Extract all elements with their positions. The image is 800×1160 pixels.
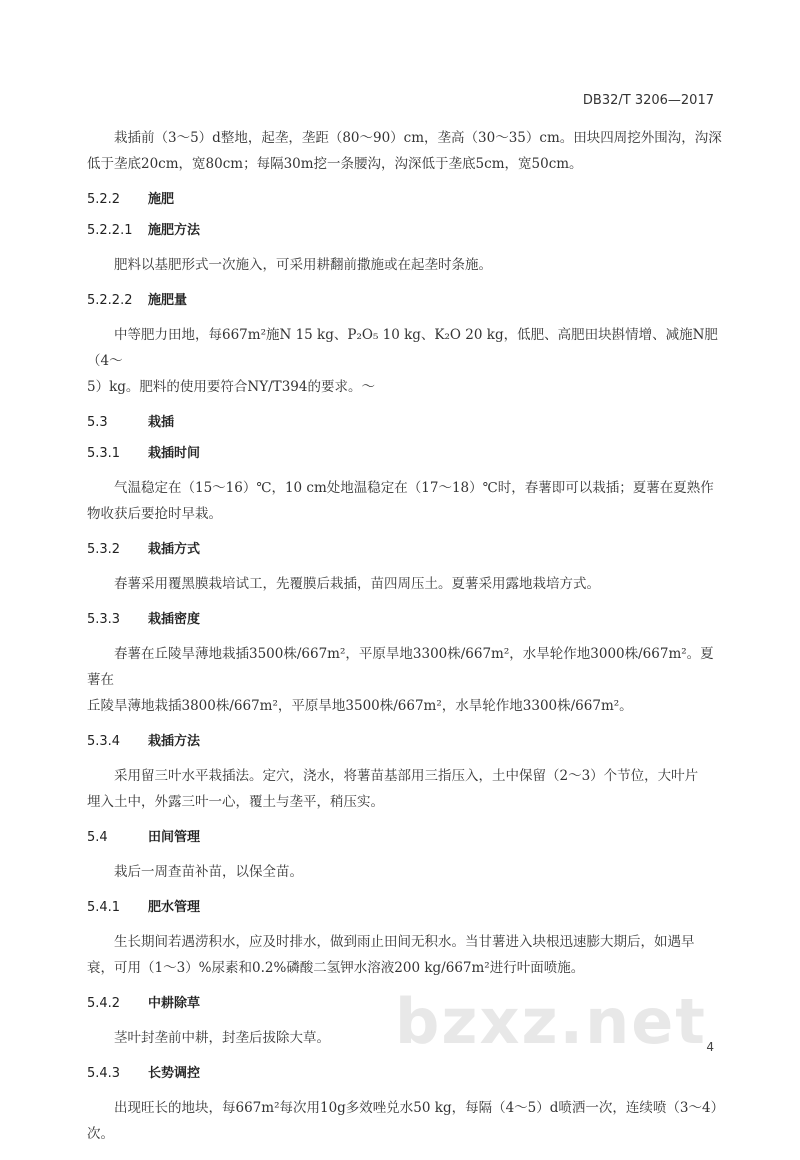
document-code: DB32/T 3206—2017	[582, 93, 714, 108]
paragraph-line: 肥料以基肥形式一次施入，可采用耕翻前撒施或在起垄时条施。	[114, 257, 492, 273]
section-title: 田间管理	[148, 830, 201, 845]
paragraph-line: 出现旺长的地块，每667m²每次用10g多效唑兑水50 kg，每隔（4～5）d喷洒一次，连续喷（3～4）	[114, 1100, 725, 1116]
section-title: 栽插时间	[148, 446, 201, 461]
section-number: 5.3.3	[87, 612, 121, 627]
paragraph	[87, 322, 727, 400]
section-number: 5.3.4	[87, 734, 121, 749]
section-number: 5.3.1	[87, 446, 121, 461]
watermark: bzxz.net	[395, 985, 707, 1058]
section-number: 5.2.2.2	[87, 293, 133, 308]
paragraph-line: 春薯在丘陵旱薄地栽插3500株/667m²，平原旱地3300株/667m²，水旱轮作地3000株/667m²。夏薯在	[87, 646, 714, 688]
paragraph-line: 生长期间若遇涝积水，应及时排水，做到雨止田间无积水。当甘薯进入块根迅速膨大期后，如遇早	[114, 934, 695, 950]
section-title: 长势调控	[148, 1066, 201, 1081]
paragraph-line: 低于垄底20cm，宽80cm；每隔30m挖一条腰沟，沟深低于垄底5cm，宽50cm。	[87, 156, 583, 172]
paragraph-line: 物收获后要抢时早栽。	[87, 506, 222, 522]
section-number: 5.3.2	[87, 542, 121, 557]
paragraph	[87, 252, 727, 278]
section-number: 5.2.2.1	[87, 223, 133, 238]
section-title: 施肥方法	[148, 223, 201, 238]
section-heading	[87, 898, 727, 918]
paragraph-line: 次。	[87, 1126, 114, 1142]
section-heading	[87, 540, 727, 560]
section-title: 施肥	[148, 192, 175, 207]
paragraph	[87, 475, 727, 527]
section-heading	[87, 1064, 727, 1084]
section-heading	[87, 190, 727, 210]
section-heading	[87, 610, 727, 630]
section-number: 5.4.2	[87, 996, 121, 1011]
section-heading	[87, 828, 727, 848]
paragraph-line: 衰，可用（1～3）%尿素和0.2%磷酸二氢钾水溶液200 kg/667m²进行叶面喷施。	[87, 960, 585, 976]
paragraph-line: 埋入土中，外露三叶一心，覆土与垄平，稍压实。	[87, 794, 384, 810]
paragraph-line: 采用留三叶水平栽插法。定穴，浇水，将薯苗基部用三指压入，土中保留（2～3）个节位，大叶片	[114, 768, 699, 784]
section-heading	[87, 221, 727, 241]
paragraph	[87, 763, 727, 815]
section-title: 栽插密度	[148, 612, 201, 627]
paragraph	[87, 125, 727, 177]
paragraph	[87, 571, 727, 597]
section-heading	[87, 444, 727, 464]
section-title: 中耕除草	[148, 996, 201, 1011]
section-number: 5.3	[87, 415, 108, 430]
paragraph-line: 栽插前（3～5）d整地，起垄，垄距（80～90）cm，垄高（30～35）cm。田块四周挖外围沟，沟深	[114, 130, 722, 146]
paragraph-line: 茎叶封垄前中耕，封垄后拔除大草。	[114, 1030, 330, 1046]
section-number: 5.4.1	[87, 900, 121, 915]
section-title: 栽插	[148, 415, 175, 430]
section-title: 栽插方式	[148, 542, 201, 557]
paragraph-line: 5）kg。肥料的使用要符合NY/T394的要求。～	[87, 379, 375, 395]
paragraph	[87, 929, 727, 981]
paragraph	[87, 1095, 727, 1147]
paragraph	[87, 641, 727, 719]
section-number: 5.4.3	[87, 1066, 121, 1081]
paragraph-line: 气温稳定在（15～16）℃，10 cm处地温稳定在（17～18）℃时，春薯即可以栽插；夏薯在夏熟作	[114, 480, 714, 496]
section-title: 栽插方法	[148, 734, 201, 749]
section-heading	[87, 732, 727, 752]
section-number: 5.2.2	[87, 192, 121, 207]
paragraph-line: 春薯采用覆黑膜栽培试工，先覆膜后栽插，苗四周压土。夏薯采用露地栽培方式。	[114, 576, 600, 592]
paragraph	[87, 859, 727, 885]
paragraph-line: 栽后一周查苗补苗，以保全苗。	[114, 864, 303, 880]
paragraph-line: 中等肥力田地，每667m²施N 15 kg、P₂O₅ 10 kg、K₂O 20 kg，低肥、高肥田块斟情增、减施N肥（4～	[87, 327, 718, 369]
section-title: 施肥量	[148, 293, 188, 308]
section-heading	[87, 413, 727, 433]
section-number: 5.4	[87, 830, 108, 845]
section-title: 肥水管理	[148, 900, 201, 915]
paragraph-line: 丘陵旱薄地栽插3800株/667m²，平原旱地3500株/667m²，水旱轮作地3300株/667m²。	[87, 698, 633, 714]
page-number: 4	[706, 1040, 714, 1054]
section-heading	[87, 291, 727, 311]
